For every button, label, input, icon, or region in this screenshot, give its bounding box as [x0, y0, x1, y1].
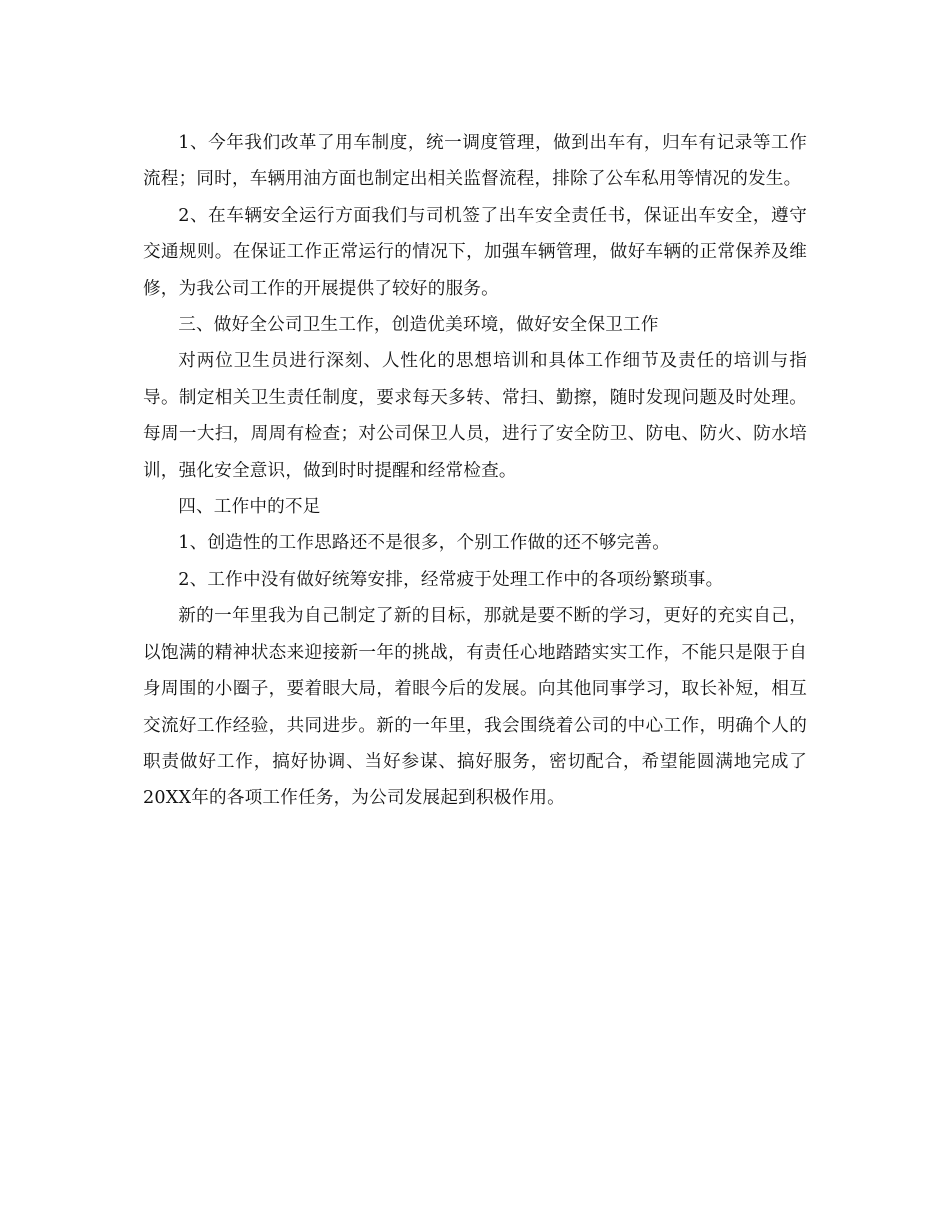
paragraph-shortcoming-2: 2、工作中没有做好统筹安排，经常疲于处理工作中的各项纷繁琐事。 — [178, 569, 724, 590]
heading-shortcomings: 四、工作中的不足 — [178, 497, 321, 518]
paragraph-shortcoming-1: 1、创造性的工作思路还不是很多，个别工作做的还不够完善。 — [178, 533, 671, 554]
paragraph-vehicle-system: 1、今年我们改革了用车制度，统一调度管理，做到出车有，归车有记录等工作流程；同时，车辆用油方面也制定出相关监督流程，排除了公车私用等情况的发生。 — [143, 133, 807, 190]
heading-hygiene-security: 三、做好全公司卫生工作，创造优美环境，做好安全保卫工作 — [178, 315, 659, 336]
paragraph-new-year-goals: 新的一年里我为自己制定了新的目标，那就是要不断的学习，更好的充实自己，以饱满的精神状态来迎接新一年的挑战，有责任心地踏踏实实工作，不能只是限于自身周围的小圈子，要着眼大局，着眼今后的发展。向其他同事学习，取长补短，相互交流好工作经验，共同进步。新的一年里，我会围绕着公司的中心工作，明确个人的职责做好工作，搞好协调、当好参谋、搞好服务，密切配合，希望能圆满地完成了20XX年的各项工作任务，为公司发展起到积极作用。 — [143, 606, 807, 809]
paragraph-hygiene-training: 对两位卫生员进行深刻、人性化的思想培训和具体工作细节及责任的培训与指导。制定相关卫生责任制度，要求每天多转、常扫、勤擦，随时发现问题及时处理。每周一大扫，周周有检查；对公司保卫人员，进行了安全防卫、防电、防火、防水培训，强化安全意识，做到时时提醒和经常检查。 — [143, 351, 807, 481]
document-body — [143, 125, 807, 817]
paragraph-vehicle-safety: 2、在车辆安全运行方面我们与司机签了出车安全责任书，保证出车安全，遵守交通规则。在保证工作正常运行的情况下，加强车辆管理，做好车辆的正常保养及维修，为我公司工作的开展提供了较好的服务。 — [143, 205, 807, 299]
